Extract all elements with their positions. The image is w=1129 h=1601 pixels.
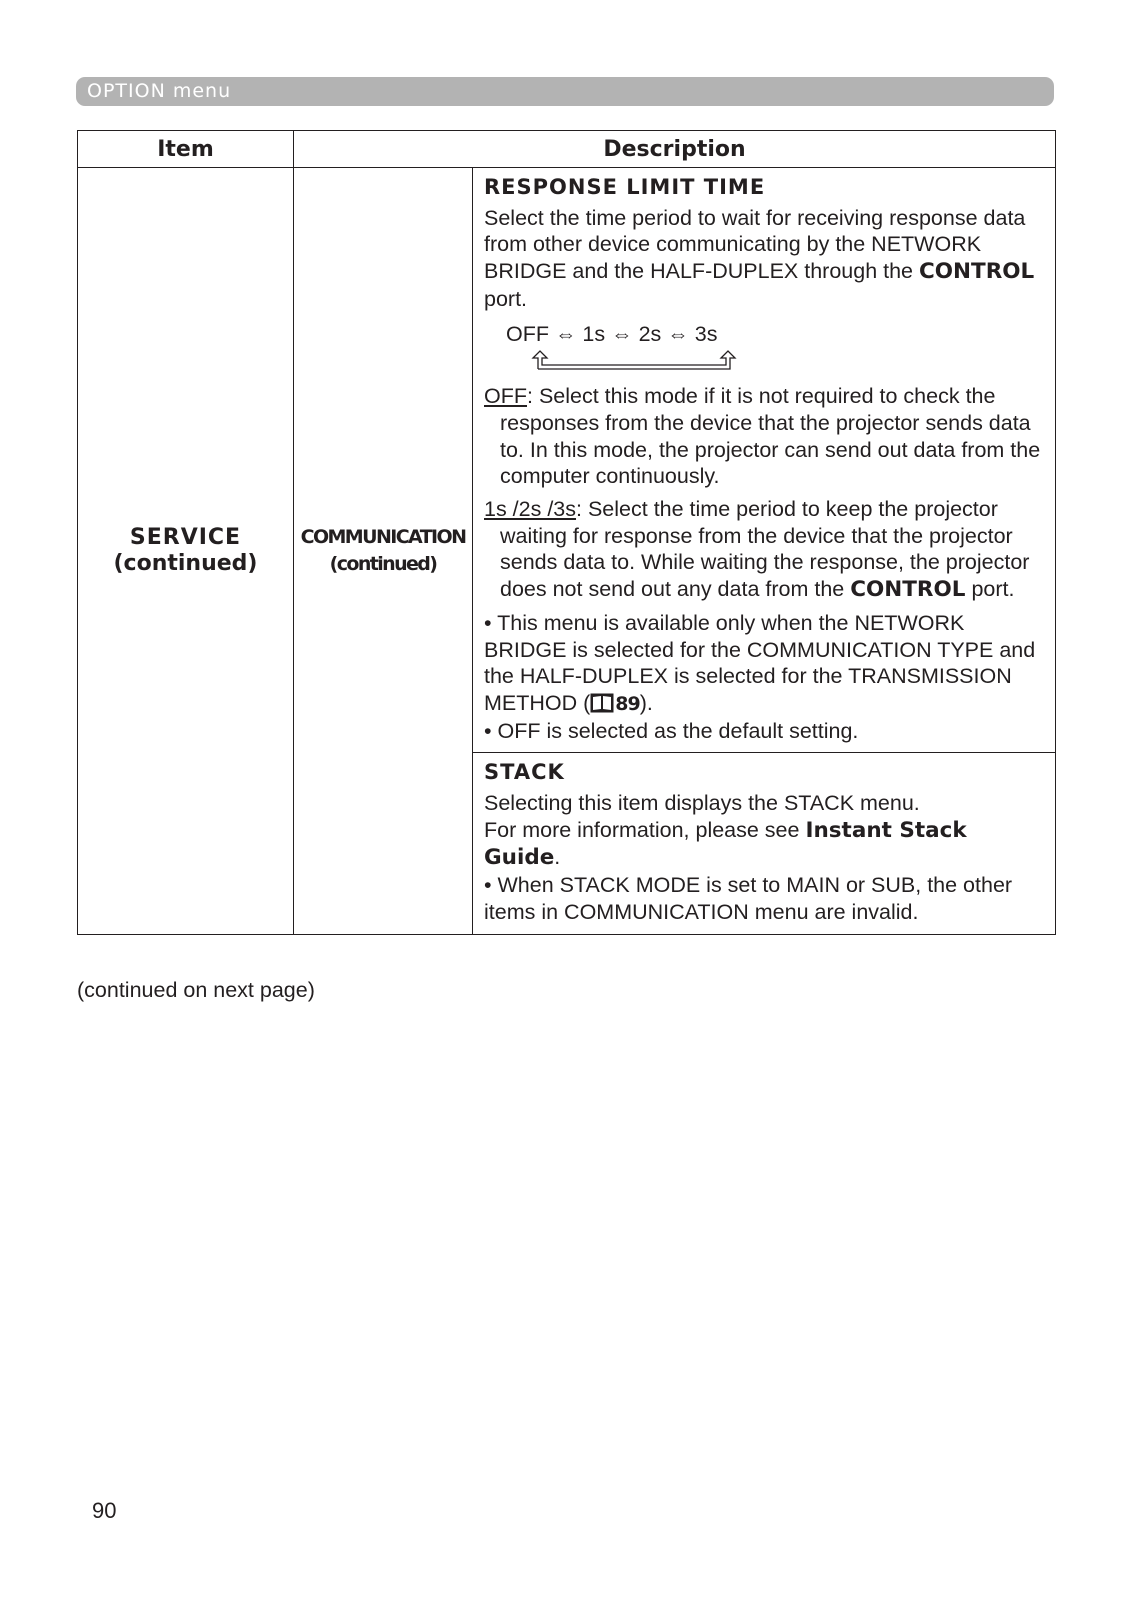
stack-description xyxy=(473,753,1056,934)
book-reference-icon xyxy=(590,693,614,713)
stack-title: STACK xyxy=(484,760,565,785)
item-service-cell xyxy=(78,168,294,935)
section-title: OPTION menu xyxy=(87,80,232,102)
continued-note: (continued on next page) xyxy=(77,978,315,1002)
instant-stack-guide-label: Instant Stack Guide xyxy=(484,817,967,871)
option-off: OFF: Select this mode if it is not required to check the responses from the device that the projector sends data to. In this mode, the projector can send out data from the computer continuously. xyxy=(484,384,1041,489)
header-row xyxy=(78,131,1056,168)
response-limit-title: RESPONSE LIMIT TIME xyxy=(484,175,766,199)
response-limit-description xyxy=(473,168,1056,753)
item-communication-continued: (continued) xyxy=(329,552,437,575)
availability-note: • This menu is available only when the NETWORK BRIDGE is selected for the COMMUNICATION TYPE and the HALF-DUPLEX is selected for the TRANSMISSION METHOD ( 89). xyxy=(484,610,1036,715)
item-service-label: SERVICE xyxy=(129,524,242,550)
response-limit-intro: Select the time period to wait for receiving response data from other device communicating by the NETWORK BRIDGE and the HALF-DUPLEX through the CONTROL port. xyxy=(484,205,1035,311)
item-service-continued: (continued) xyxy=(113,550,258,576)
option-cycle: OFF ⇔ 1s ⇔ 2s ⇔ 3s xyxy=(506,321,718,346)
header-item: Item xyxy=(78,131,294,168)
option-menu-table xyxy=(77,130,1056,935)
item-communication-label: COMMUNICATION xyxy=(300,525,466,548)
stack-note: • When STACK MODE is set to MAIN or SUB, the other items in COMMUNICATION menu are invalid. xyxy=(484,873,1013,924)
stack-line2: For more information, please see Instant Stack Guide. xyxy=(484,817,967,871)
section-banner xyxy=(76,77,1054,106)
option-time: 1s /2s /3s: Select the time period to keep the projector waiting for response from the device that the projector sends data to. While waiting the response, the projector does not send out any data from the CONTROL port. xyxy=(484,497,1030,603)
page-number: 90 xyxy=(92,1498,117,1523)
default-note: • OFF is selected as the default setting. xyxy=(484,718,859,743)
control-port-label: CONTROL xyxy=(919,259,1035,285)
table-row xyxy=(78,168,1056,753)
stack-line1: Selecting this item displays the STACK menu. xyxy=(484,791,920,816)
page-reference: 89 xyxy=(615,692,640,715)
cycle-return-arrow-icon xyxy=(529,349,739,371)
item-communication-cell xyxy=(294,168,473,935)
header-description: Description xyxy=(294,131,1056,168)
